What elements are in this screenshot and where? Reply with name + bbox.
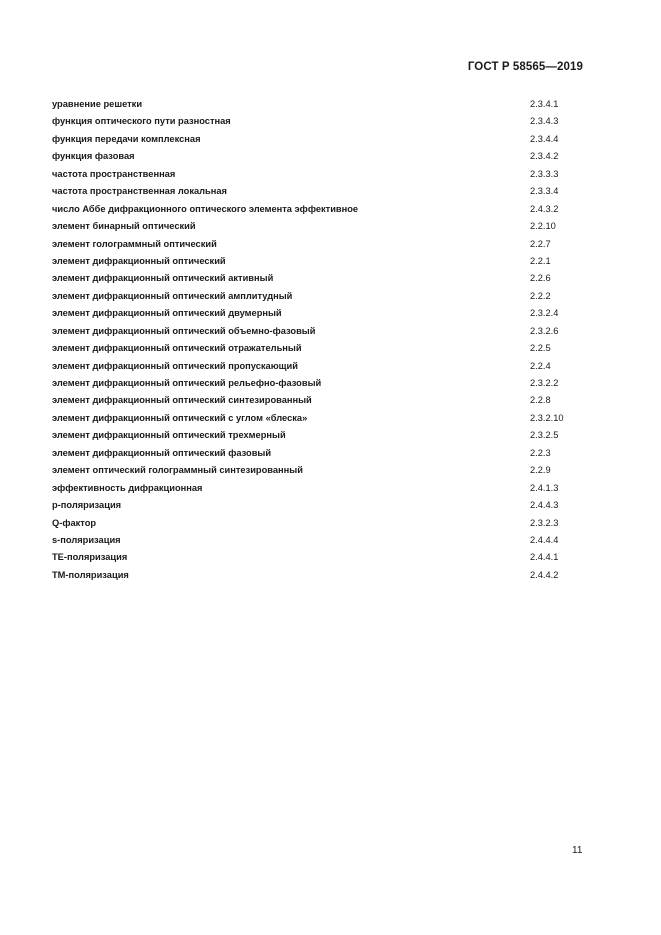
index-ref: 2.2.5 [530,343,551,354]
index-ref: 2.3.4.4 [530,133,559,144]
index-ref: 2.3.4.2 [530,151,559,162]
index-row [52,462,572,479]
index-row [52,236,572,253]
index-ref: 2.2.2 [530,290,551,301]
index-term: ТМ-поляризация [52,569,129,580]
index-ref: 2.2.3 [530,447,551,458]
index-row [52,392,572,409]
index-term: элемент дифракционный оптический с углом «блеска» [52,412,308,423]
index-row [52,148,572,165]
index-row [52,270,572,287]
index-row [52,497,572,514]
index-term: элемент дифракционный оптический активный [52,273,274,284]
index-row [52,305,572,322]
index-term: функция фазовая [52,151,135,162]
index-ref: 2.2.8 [530,395,551,406]
index-term: число Аббе дифракционного оптического элемента эффективное [52,203,359,214]
index-row [52,410,572,427]
index-term: элемент дифракционный оптический амплитудный [52,290,293,301]
index-ref: 2.2.7 [530,238,551,249]
index-ref: 2.2.1 [530,255,551,266]
index-row [52,480,572,497]
index-term: элемент дифракционный оптический фазовый [52,447,272,458]
page-number: 11 [572,845,583,856]
index-row [52,253,572,270]
index-term: элемент голограммный оптический [52,238,217,249]
index-row [52,445,572,462]
index-ref: 2.4.4.1 [530,552,559,563]
document-header-standard: ГОСТ Р 58565—2019 [467,61,583,73]
index-row [52,131,572,148]
index-term: s-поляризация [52,534,121,545]
index-term: элемент оптический голограммный синтезированный [52,465,303,476]
index-row [52,288,572,305]
index-row [52,549,572,566]
index-row [52,323,572,340]
index-ref: 2.2.4 [530,360,551,371]
index-ref: 2.4.1.3 [530,482,559,493]
index-ref: 2.3.4.3 [530,116,559,127]
index-ref: 2.4.4.4 [530,534,559,545]
index-term: элемент бинарный оптический [52,221,196,232]
index-ref: 2.3.3.4 [530,186,559,197]
index-row [52,218,572,235]
index-row [52,427,572,444]
index-term: ТЕ-поляризация [52,552,128,563]
index-row [52,358,572,375]
index-row [52,166,572,183]
index-row [52,201,572,218]
index-term: элемент дифракционный оптический трехмерный [52,430,286,441]
index-row [52,532,572,549]
index-row [52,567,572,584]
index-ref: 2.4.4.2 [530,569,559,580]
index-term: уравнение решетки [52,99,143,109]
index-term: частота пространственная локальная [52,186,227,197]
index-term: функция передачи комплексная [52,133,201,144]
index-term: элемент дифракционный оптический рельефно-фазовый [52,378,322,388]
index-term: элемент дифракционный оптический [52,255,226,266]
index-term: элемент дифракционный оптический отражательный [52,343,302,354]
index-row [52,96,572,113]
index-ref: 2.3.2.3 [530,517,559,528]
index-term: элемент дифракционный оптический двумерный [52,308,282,319]
index-ref: 2.4.4.3 [530,500,559,511]
index-ref: 2.3.2.2 [530,378,559,388]
index-ref: 2.4.3.2 [530,203,559,214]
index-ref: 2.3.2.10 [530,412,564,423]
index-term: элемент дифракционный оптический пропускающий [52,360,298,371]
index-ref: 2.3.3.3 [530,168,559,179]
index-term: элемент дифракционный оптический объемно-фазовый [52,325,316,336]
index-row [52,113,572,130]
index-row [52,375,572,392]
index-ref: 2.3.2.5 [530,430,559,441]
index-row [52,340,572,357]
index-ref: 2.2.6 [530,273,551,284]
index-ref: 2.3.2.6 [530,325,559,336]
index-term: Q-фактор [52,517,97,528]
index-term: p-поляризация [52,500,122,511]
index-term: эффективность дифракционная [52,482,203,493]
term-index-list [52,96,572,584]
index-row [52,515,572,532]
index-ref: 2.3.2.4 [530,308,559,319]
index-row [52,183,572,200]
index-ref: 2.3.4.1 [530,99,559,109]
index-term: элемент дифракционный оптический синтезированный [52,395,312,406]
index-term: функция оптического пути разностная [52,116,231,127]
index-ref: 2.2.9 [530,465,551,476]
index-term: частота пространственная [52,168,176,179]
index-ref: 2.2.10 [530,221,556,232]
